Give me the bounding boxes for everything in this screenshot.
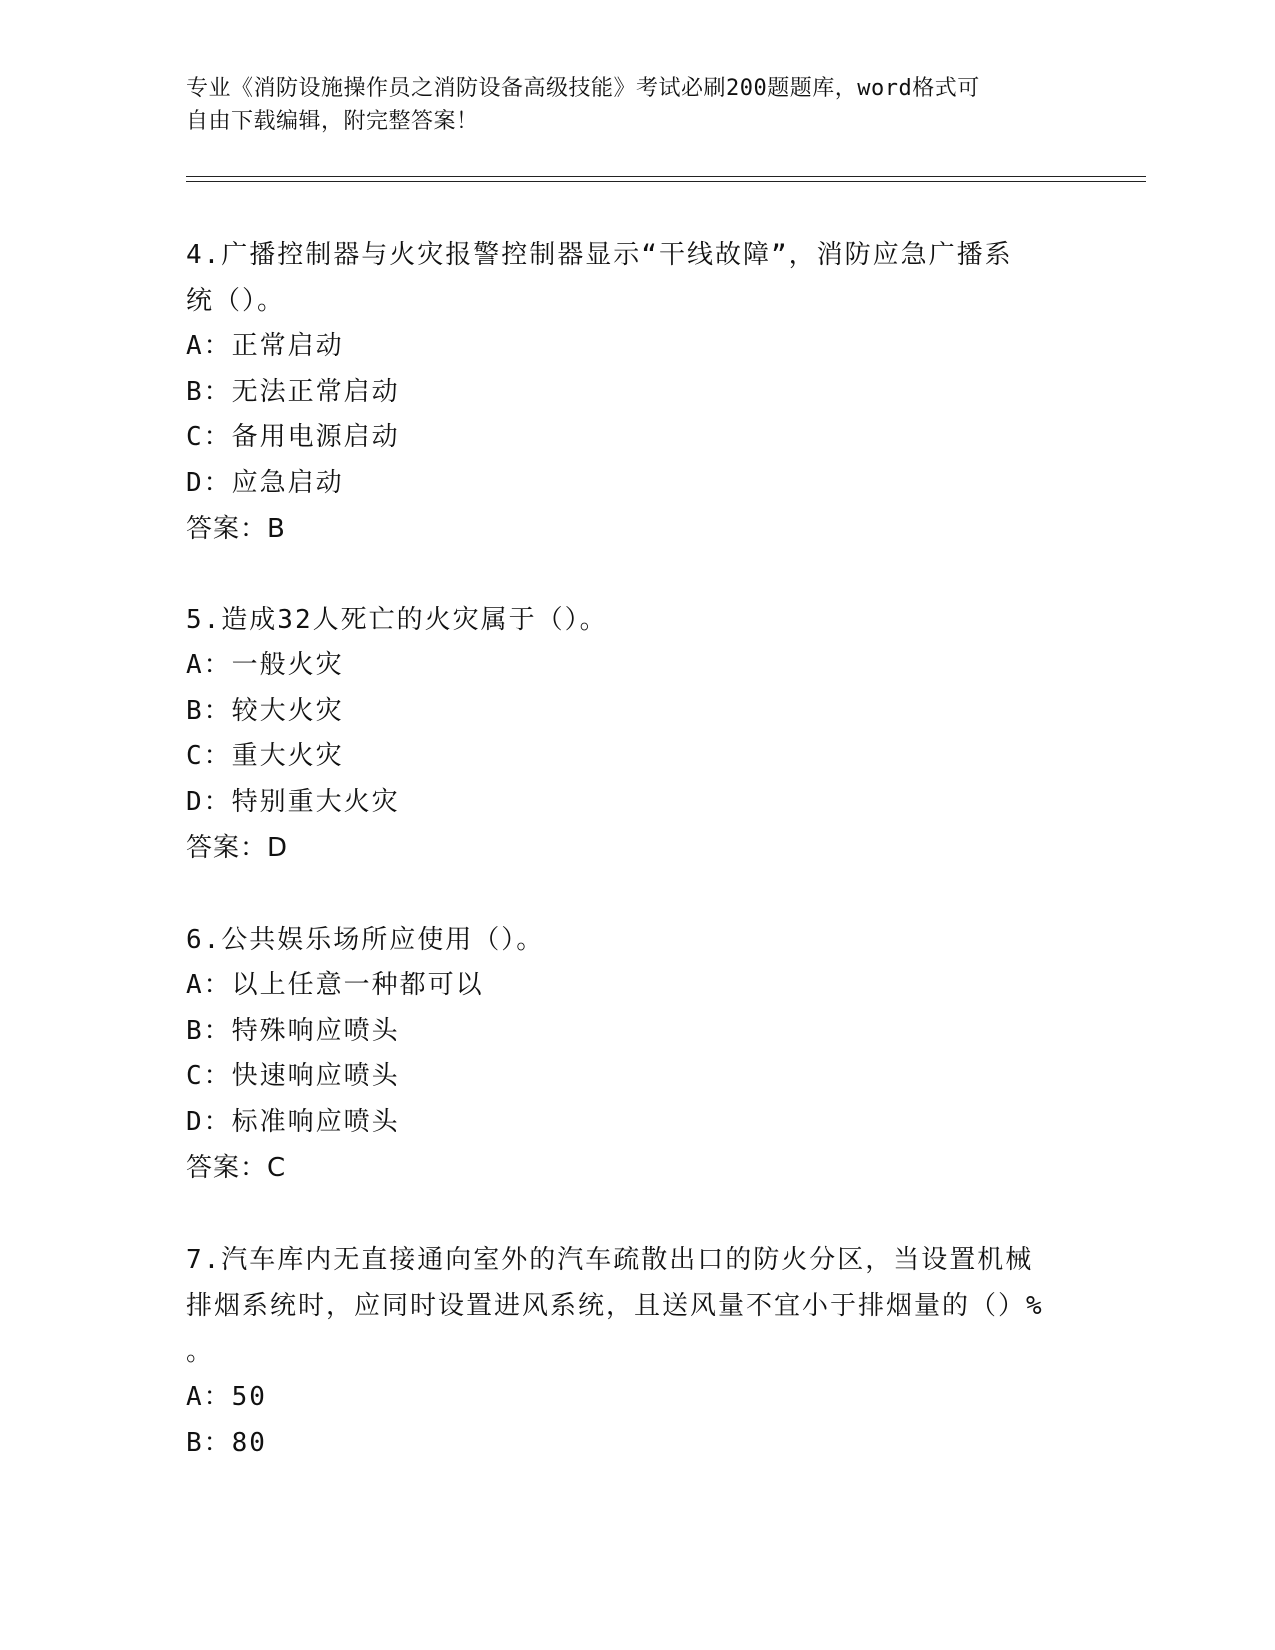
question-text-line: 。 (186, 1337, 215, 1367)
option-a: A：一般火灾 (186, 650, 344, 680)
option-a: A：以上任意一种都可以 (186, 970, 484, 1000)
question-text-line: 4.广播控制器与火灾报警控制器显示“干线故障”，消防应急广播系 (186, 240, 1013, 270)
question-6 (186, 917, 1086, 1191)
question-text-line: 5.造成32人死亡的火灾属于（）。 (186, 605, 608, 635)
question-7 (186, 1237, 1086, 1466)
document-header (186, 72, 1066, 138)
option-b: B：80 (186, 1427, 267, 1458)
option-a: A：50 (186, 1382, 267, 1412)
option-b: B：特殊响应喷头 (186, 1015, 400, 1046)
option-a: A：正常启动 (186, 331, 344, 361)
question-text-line: 6.公共娱乐场所应使用（）。 (186, 925, 545, 955)
header-divider-top (186, 176, 1146, 177)
header-line-2: 自由下载编辑，附完整答案！ (186, 109, 479, 134)
option-c: C：重大火灾 (186, 741, 344, 771)
question-4 (186, 232, 1086, 552)
question-5 (186, 597, 1086, 871)
question-text-line: 统（）。 (186, 286, 286, 316)
option-b: B：较大火灾 (186, 695, 344, 726)
header-line-1: 专业《消防设施操作员之消防设备高级技能》考试必刷200题题库，word格式可 (186, 76, 980, 101)
question-text-line: 排烟系统时，应同时设置进风系统，且送风量不宜小于排烟量的（）% (186, 1291, 1044, 1321)
question-text-line: 7.汽车库内无直接通向室外的汽车疏散出口的防火分区，当设置机械 (186, 1245, 1034, 1275)
option-d: D：应急启动 (186, 467, 344, 498)
answer-label: 答案：B (186, 514, 286, 544)
option-b: B：无法正常启动 (186, 376, 400, 407)
option-c: C：备用电源启动 (186, 422, 400, 452)
answer-label: 答案：C (186, 1153, 287, 1183)
header-divider-bottom (186, 181, 1146, 182)
option-d: D：标准响应喷头 (186, 1106, 400, 1137)
option-c: C：快速响应喷头 (186, 1061, 400, 1091)
option-d: D：特别重大火灾 (186, 786, 400, 817)
answer-label: 答案：D (186, 833, 289, 863)
